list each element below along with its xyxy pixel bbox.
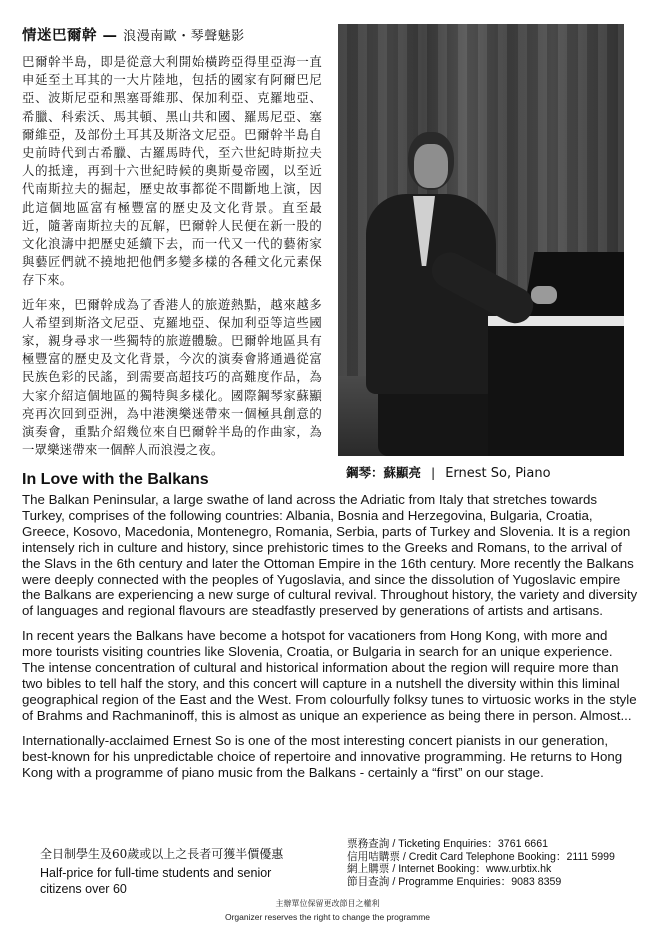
enquiry-label: 網上購票 / Internet Booking： bbox=[347, 863, 486, 876]
enquiry-label: 票務查詢 / Ticketing Enquiries： bbox=[347, 838, 498, 850]
english-paragraph-3: Internationally-acclaimed Ernest So is one of the most interesting concert pianists in our generation, best-known for his unpredictable choice of repertoire and innovative programming. He returns to Hong Kong with a programme of piano music from the Balkans - certainly a “first” on our stage. bbox=[22, 732, 623, 780]
piano-body bbox=[488, 316, 624, 456]
enquiry-value: 2111 5999 bbox=[566, 850, 615, 863]
enquiry-value: 3761 6661 bbox=[497, 838, 548, 850]
offer-chinese: 全日制學生及60歲或以上之長者可獲半價優惠 bbox=[40, 847, 284, 861]
organizer-notice bbox=[0, 898, 655, 922]
offer-english: Half-price for full-time students and senior citizens over 60 bbox=[40, 866, 272, 896]
enquiry-internet bbox=[347, 863, 647, 876]
organizer-chinese: 主辦單位保留更改節目之權利 bbox=[275, 899, 380, 908]
enquiry-label: 節目查詢 / Programme Enquiries： bbox=[347, 875, 512, 888]
english-paragraph-1: The Balkan Peninsular, a large swathe of land across the Adriatic from Italy that stretches towards Turkey, comprises of the following countries: Albania, Bosnia and Herzegovina, Bulgaria, Croatia, Greece, Kosovo, Macedonia, Montenegro, Romania, Serbia, parts of Turkey and Slovenia. It is a region intensely rich in culture and history, since prehistoric times to the Greeks and Romans, to the arrival of the Slavs in the 6th century and later the Ottoman Empire in the 16th century. More recently the Balkans were deeply connected with the peoples of Yugoslavia, and since the dissolution of Yugoslavic empire the Balkans are experiencing a new surge of cultural revival. Throughout history, the variety and diversity of languages and regional flavours are steadfastly preserved by generations of artists and artisans. bbox=[22, 492, 638, 619]
organizer-english: Organizer reserves the right to change the programme bbox=[224, 912, 431, 922]
chinese-title-main: 情迷巴爾幹 — bbox=[22, 28, 118, 44]
enquiry-label: 信用咭購票 / Credit Card Telephone Booking： bbox=[347, 850, 567, 863]
caption-chinese: 鋼琴：蘇顯亮 bbox=[346, 465, 422, 480]
pianist-hand bbox=[531, 286, 557, 304]
enquiry-programme bbox=[347, 876, 647, 889]
enquiry-value: 9083 8359 bbox=[511, 875, 562, 888]
enquiries-list bbox=[347, 838, 647, 888]
chinese-title-subtitle: 浪漫南歐・琴聲魅影 bbox=[123, 29, 245, 44]
caption-separator: | bbox=[431, 465, 436, 480]
pianist-photo bbox=[338, 24, 624, 456]
english-paragraph-2: In recent years the Balkans have become a hotspot for vacationers from Hong Kong, with more and more tourists visiting countries like Slovenia, Croatia, or Bulgaria in search for an unique experience. The intense concentration of cultural and historical information about the region will require more than two bibles to tell half the story, and this concert will capture in a nutshell the diversity within this liminal geographical region of the East and the West. From colourfully folksy tunes to virtuosic works in the style of Brahms and Rachmaninoff, this is almost as unique an experience as being there in person. Almost... bbox=[22, 628, 637, 723]
caption-english: Ernest So, Piano bbox=[445, 466, 551, 481]
chinese-paragraph-1: 巴爾幹半島，即是從意大利開始橫跨亞得里亞海一直申延至土耳其的一大片陸地，包括的國家有阿爾巴尼亞、波斯尼亞和黑塞哥維那、保加利亞、克羅地亞、希臘、科索沃、馬其頓、黑山共和國、羅馬尼亞、塞爾維亞，及部份土耳其及斯洛文尼亞。巴爾幹半島自史前時代到古希臘、古羅馬時代，至六世紀時斯拉夫人的抵達，再到十六世紀時候的奧斯曼帝國，以至近代南斯拉夫的掘起，歷史故事都從不間斷地上演，因此這個地區富有極豐富的歷史及文化背景。直至最近，隨著南斯拉夫的瓦解，巴爾幹人民便在新一股的文化浪濤中把歷史延續下去，而一代又一代的藝術家與藝匠們就不撓地把他們多變多樣的各種文化元素保存下來。 bbox=[22, 54, 322, 288]
chinese-paragraph-2: 近年來，巴爾幹成為了香港人的旅遊熱點，越來越多人希望到斯洛文尼亞、克羅地亞、保加利亞等這些國家，親身尋求一些獨特的旅遊體驗。巴爾幹地區具有極豐富的歷史及文化背景，今次的演奏會將通過從富民族色彩的民謠，到需要高超技巧的高難度作品，為大家介紹這個地區的獨特與多樣化。國際鋼琴家蘇顯亮再次回到亞洲，為中港澳樂迷帶來一個極具創意的演奏會，重點介紹幾位來自巴爾幹半島的作曲家，為一眾樂迷帶來一個醉人而浪漫之夜。 bbox=[22, 296, 322, 458]
enquiry-credit-card bbox=[347, 851, 647, 864]
enquiry-value: www.urbtix.hk bbox=[485, 863, 552, 876]
discount-offer bbox=[40, 845, 300, 897]
english-section bbox=[22, 492, 638, 789]
chinese-section bbox=[22, 24, 322, 465]
photo-caption bbox=[346, 463, 551, 481]
pianist-face bbox=[414, 144, 448, 188]
english-title: In Love with the Balkans bbox=[22, 471, 209, 488]
enquiry-ticketing bbox=[347, 838, 647, 851]
chinese-title bbox=[22, 24, 322, 45]
